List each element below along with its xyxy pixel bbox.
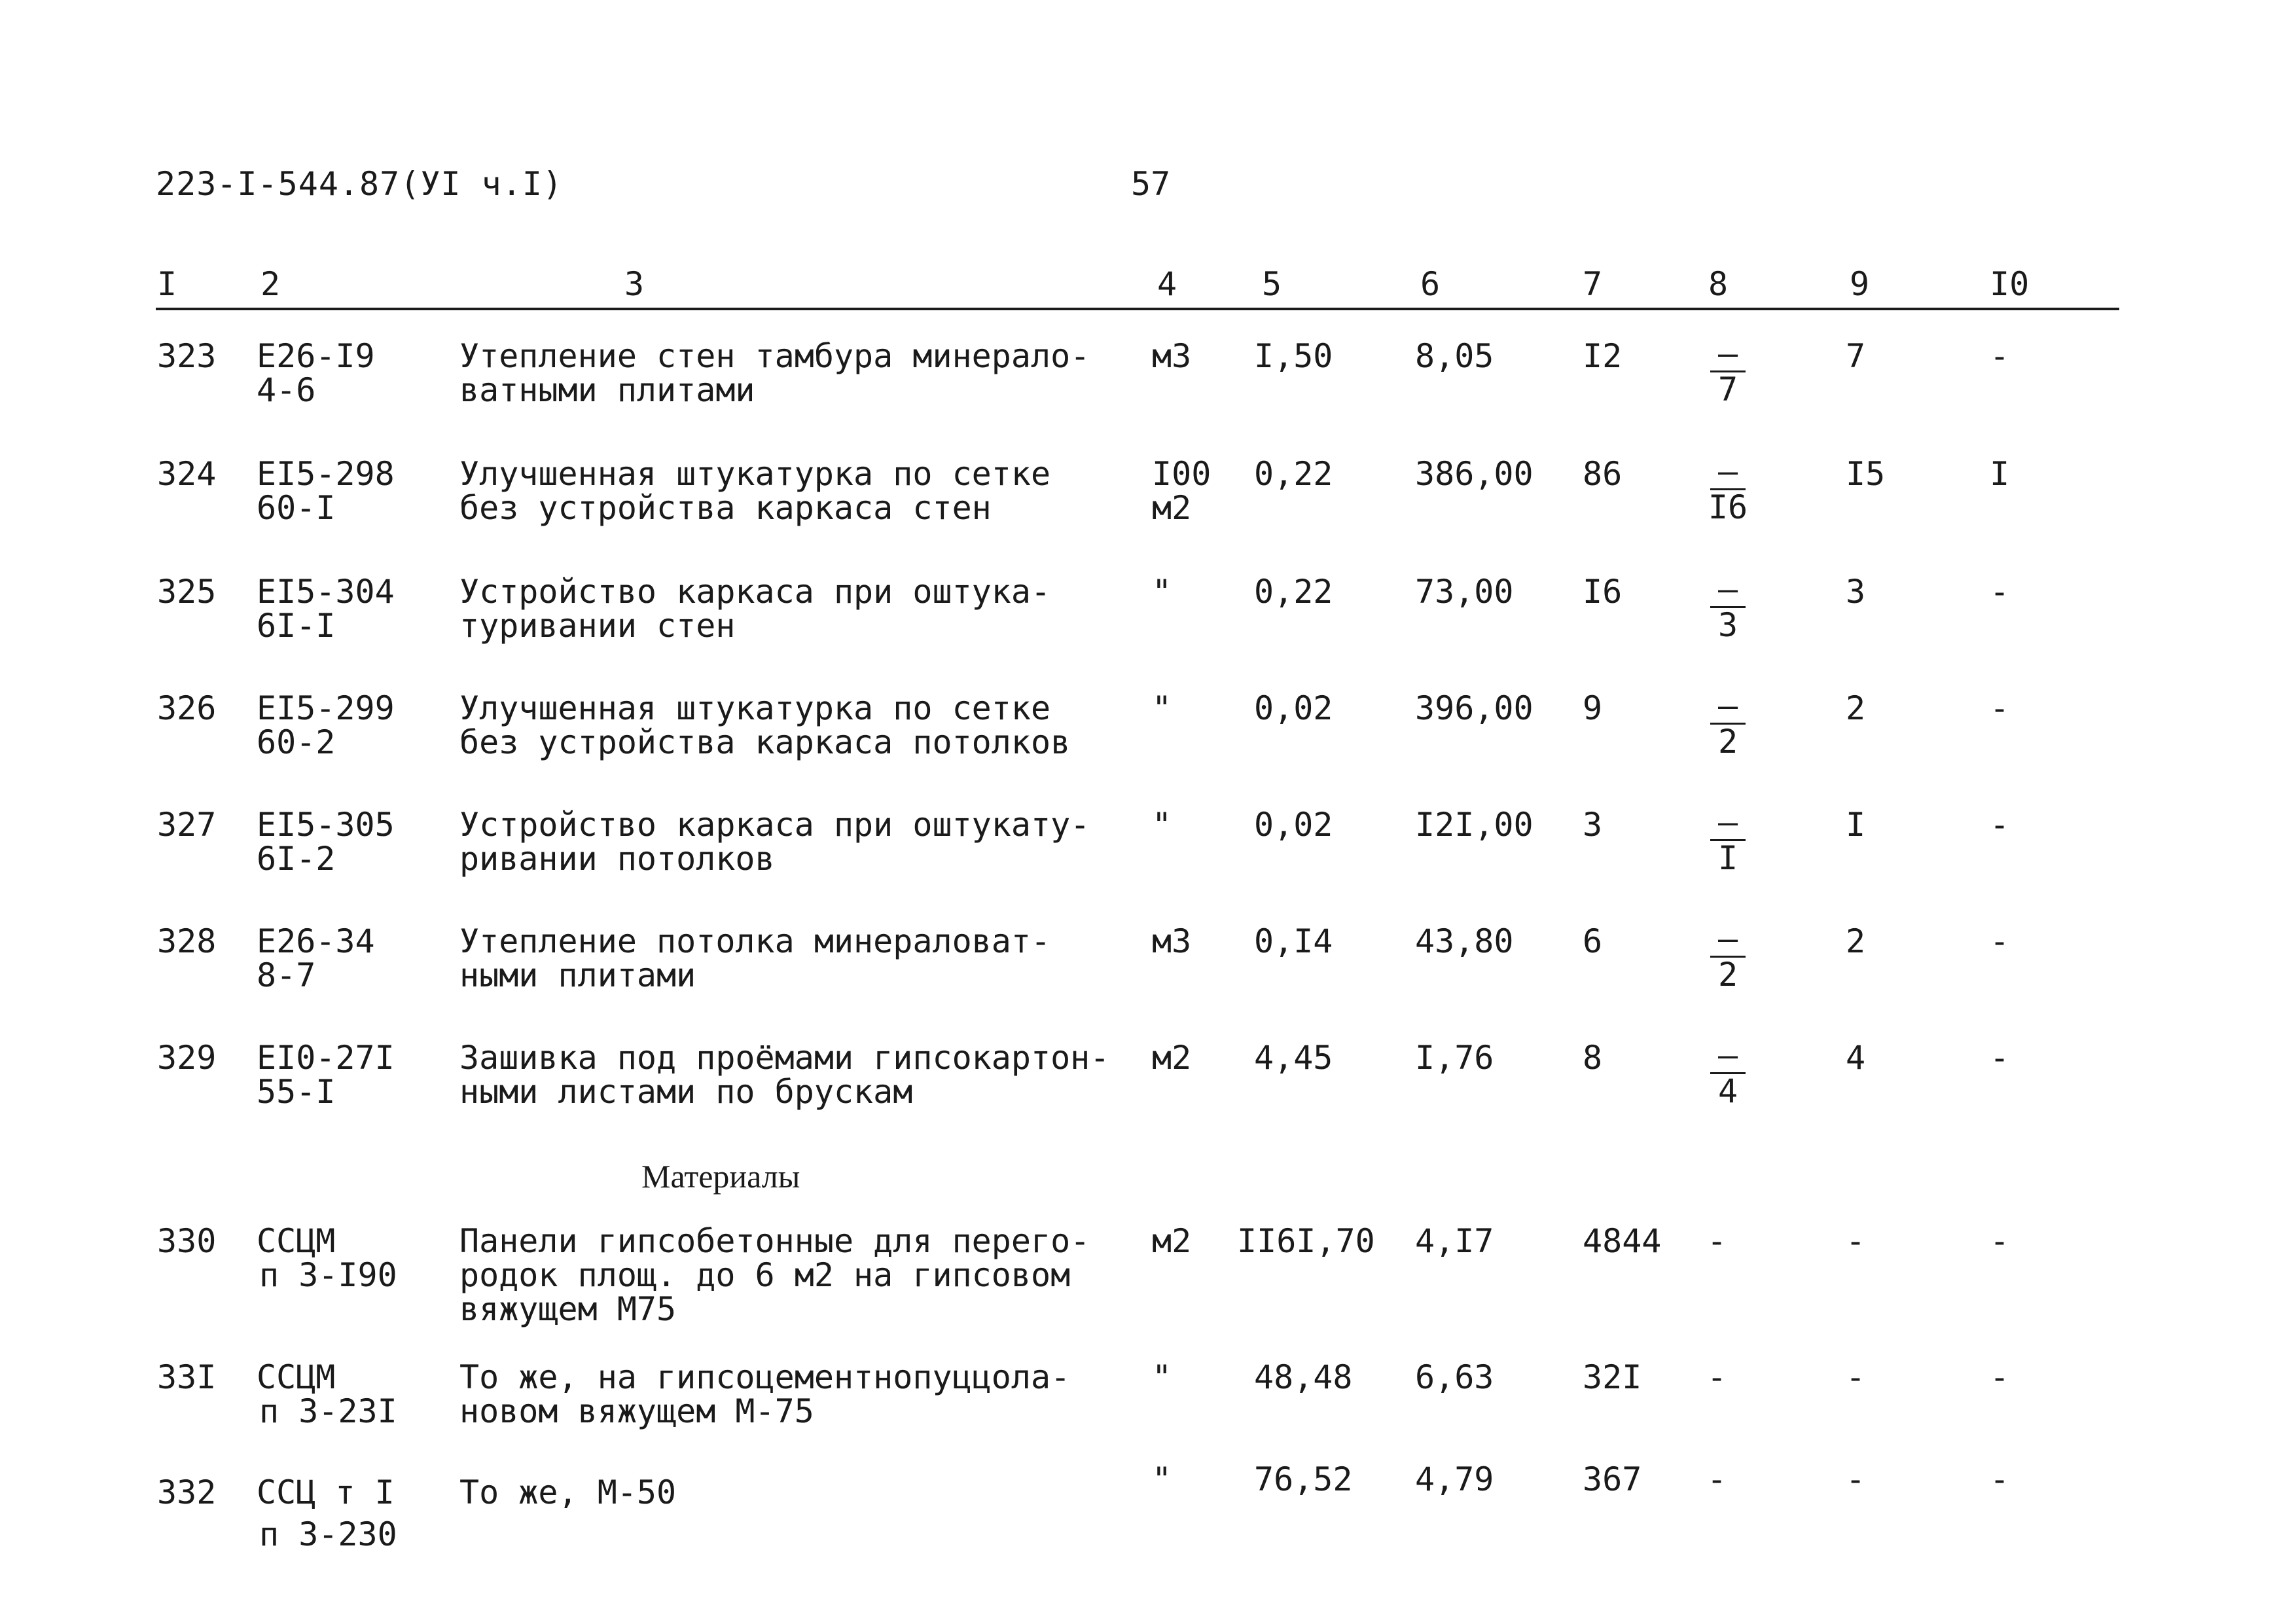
row-code	[257, 575, 395, 643]
row-code-line: 55-I	[257, 1073, 336, 1111]
row-number: 324	[157, 455, 217, 493]
row-unit: м2	[1152, 1222, 1192, 1260]
fraction-numerator: –	[1717, 334, 1738, 372]
row-unit	[1152, 575, 1172, 609]
row-code-line: ССЦ т I	[257, 1473, 395, 1511]
row-unit	[1152, 1041, 1191, 1075]
row-description-line: вяжущем М75	[459, 1290, 677, 1328]
row-number: 328	[157, 922, 217, 960]
row-quantity: I,50	[1254, 337, 1333, 375]
row-unit-price: 73,00	[1415, 573, 1514, 611]
row-description-line: без устройства каркаса потолков	[459, 723, 1071, 761]
fraction-denominator: 2	[1717, 723, 1738, 761]
fraction-numerator: –	[1717, 920, 1738, 958]
row-code-line: ССЦМ	[257, 1222, 336, 1260]
row-code-line: 4-6	[257, 371, 316, 409]
row-unit	[1152, 691, 1172, 725]
row-code-line: 60-2	[257, 723, 336, 761]
row-description-line: Улучшенная штукатурка по сетке	[459, 455, 1051, 493]
row-total: 4844	[1583, 1222, 1662, 1260]
row-description	[459, 1224, 1090, 1326]
row-code	[257, 339, 375, 407]
row-col10: -	[1990, 922, 2010, 960]
row-total: I6	[1583, 573, 1623, 611]
row-total: 3	[1583, 806, 1603, 844]
section-heading-materials: Материалы	[641, 1158, 800, 1195]
row-number: 332	[157, 1473, 217, 1511]
row-unit-price: 8,05	[1415, 337, 1494, 375]
row-description-line: Утепление потолка минераловат-	[459, 922, 1051, 960]
row-col10: -	[1990, 1039, 2010, 1077]
row-unit-line: "	[1152, 806, 1172, 844]
row-unit-price: I,76	[1415, 1039, 1494, 1077]
row-unit-price: 4,I7	[1415, 1222, 1494, 1260]
fraction-numerator: –	[1717, 452, 1738, 490]
row-code-line: E26-I9	[257, 337, 375, 375]
row-code	[257, 1041, 395, 1109]
row-total: I2	[1583, 337, 1623, 375]
row-col8: -	[1707, 1358, 1727, 1396]
row-unit-line: м3	[1152, 922, 1192, 960]
header-rule	[156, 308, 2119, 310]
row-unit-price: 43,80	[1415, 922, 1514, 960]
column-header-10: I0	[1990, 265, 2030, 303]
row-col9: I5	[1846, 455, 1886, 493]
row-col9: 7	[1846, 337, 1866, 375]
fraction-numerator: –	[1717, 687, 1738, 725]
row-code-line: п 3-I90	[259, 1256, 397, 1294]
column-header-8: 8	[1708, 265, 1729, 303]
row-col9: -	[1846, 1460, 1866, 1498]
row-unit-line: I00	[1152, 455, 1211, 493]
fraction-denominator: 7	[1717, 370, 1738, 408]
row-description	[459, 1475, 676, 1509]
row-description-line: Устройство каркаса при оштукату-	[459, 806, 1090, 844]
row-code	[257, 457, 395, 525]
row-quantity: II6I,70	[1237, 1222, 1375, 1260]
row-unit-price: 396,00	[1415, 689, 1534, 727]
column-header-1: I	[157, 265, 177, 303]
row-wage-fraction	[1702, 687, 1754, 761]
row-unit	[1152, 339, 1191, 373]
row-wage-fraction	[1702, 920, 1754, 994]
row-code-line: п 3-23I	[259, 1392, 397, 1430]
row-col9: I	[1846, 806, 1866, 844]
row-description-line: ватными плитами	[459, 371, 755, 409]
row-code-line: EI0-27I	[257, 1039, 395, 1077]
row-unit: "	[1152, 1460, 1172, 1498]
fraction-denominator: 4	[1717, 1072, 1738, 1110]
row-unit-line: м3	[1152, 337, 1192, 375]
row-total: 86	[1583, 455, 1623, 493]
row-col10: -	[1990, 689, 2010, 727]
row-description-line: Утепление стен тамбура минерало-	[459, 337, 1090, 375]
row-code	[257, 808, 395, 876]
row-description-line: новом вяжущем М-75	[459, 1392, 814, 1430]
column-header-7: 7	[1583, 265, 1603, 303]
row-description	[459, 575, 1050, 643]
row-description-line: То же, на гипсоцементнопуццола-	[459, 1358, 1071, 1396]
row-quantity: 48,48	[1254, 1358, 1353, 1396]
row-code-line: EI5-305	[257, 806, 395, 844]
row-description-line: Панели гипсобетонные для перего-	[459, 1222, 1090, 1260]
row-col9: 2	[1846, 922, 1866, 960]
row-description-line: без устройства каркаса стен	[459, 489, 992, 527]
row-unit-line: "	[1152, 689, 1172, 727]
column-header-5: 5	[1262, 265, 1282, 303]
row-total: 367	[1583, 1460, 1642, 1498]
row-col10: -	[1990, 337, 2010, 375]
row-description	[459, 1041, 1109, 1109]
row-code	[257, 1360, 397, 1428]
row-col9: 3	[1846, 573, 1866, 611]
row-unit-line: м2	[1152, 489, 1192, 527]
row-description-line: ными плитами	[459, 956, 696, 994]
column-header-3: 3	[624, 265, 645, 303]
row-code	[257, 1224, 397, 1292]
row-col10: -	[1990, 806, 2010, 844]
row-unit-price: 6,63	[1415, 1358, 1494, 1396]
column-header-4: 4	[1157, 265, 1177, 303]
row-description-line: Улучшенная штукатурка по сетке	[459, 689, 1051, 727]
fraction-denominator: 2	[1717, 956, 1738, 994]
row-wage-fraction	[1702, 1036, 1754, 1110]
row-code	[257, 691, 395, 759]
column-header-6: 6	[1420, 265, 1441, 303]
row-unit	[1152, 457, 1211, 525]
row-description-line: ными листами по брускам	[459, 1073, 913, 1111]
row-total: 9	[1583, 689, 1603, 727]
row-wage-fraction	[1702, 334, 1754, 408]
row-number: 325	[157, 573, 217, 611]
column-headers	[0, 265, 2296, 311]
row-col10: -	[1990, 573, 2010, 611]
row-unit	[1152, 924, 1191, 958]
fraction-numerator: –	[1717, 570, 1738, 608]
document-code: 223-I-544.87(УI ч.I)	[156, 165, 564, 203]
row-description-line: ривании потолков	[459, 840, 775, 878]
row-code-line: EI5-299	[257, 689, 395, 727]
row-code	[257, 1471, 397, 1555]
fraction-numerator: –	[1717, 1036, 1738, 1074]
row-description-line: туривании стен	[459, 607, 736, 645]
row-description-line: То же, М-50	[459, 1473, 677, 1511]
row-description	[459, 339, 1090, 407]
row-description	[459, 808, 1090, 876]
fraction-numerator: –	[1717, 803, 1738, 841]
row-code-line: п 3-230	[259, 1515, 397, 1553]
row-description-line: Зашивка под проёмами гипсокартон-	[459, 1039, 1110, 1077]
row-quantity: 0,I4	[1254, 922, 1333, 960]
row-unit-price: 4,79	[1415, 1460, 1494, 1498]
row-wage-fraction	[1702, 803, 1754, 877]
row-col9: -	[1846, 1222, 1866, 1260]
row-number: 326	[157, 689, 217, 727]
row-description	[459, 924, 1050, 992]
row-number: 330	[157, 1222, 217, 1260]
row-description-line: родок площ. до 6 м2 на гипсовом	[459, 1256, 1071, 1294]
row-code-line: 8-7	[257, 956, 316, 994]
row-total: 32I	[1583, 1358, 1642, 1396]
row-total: 6	[1583, 922, 1603, 960]
row-wage-fraction	[1702, 570, 1754, 644]
row-quantity: 4,45	[1254, 1039, 1333, 1077]
row-unit: "	[1152, 1358, 1172, 1396]
row-quantity: 0,02	[1254, 806, 1333, 844]
row-wage-fraction	[1702, 452, 1754, 526]
fraction-denominator: 3	[1717, 606, 1738, 644]
row-quantity: 0,22	[1254, 455, 1333, 493]
row-number: 33I	[157, 1358, 217, 1396]
row-code-line: 6I-I	[257, 607, 336, 645]
row-code-line: 6I-2	[257, 840, 336, 878]
column-header-2: 2	[260, 265, 281, 303]
row-unit-line: "	[1152, 573, 1172, 611]
row-col10: -	[1990, 1222, 2010, 1260]
row-col8: -	[1707, 1222, 1727, 1260]
page-number: 57	[1131, 165, 1171, 203]
row-col10: I	[1990, 455, 2010, 493]
fraction-denominator: I	[1717, 839, 1738, 877]
row-code-line: ССЦМ	[257, 1358, 336, 1396]
row-col9: 2	[1846, 689, 1866, 727]
row-unit	[1152, 808, 1172, 842]
row-quantity: 0,22	[1254, 573, 1333, 611]
row-number: 329	[157, 1039, 217, 1077]
row-unit-line: м2	[1152, 1039, 1192, 1077]
row-code-line: EI5-298	[257, 455, 395, 493]
fraction-denominator: I6	[1708, 488, 1748, 526]
row-col10: -	[1990, 1460, 2010, 1498]
row-number: 323	[157, 337, 217, 375]
row-col9: 4	[1846, 1039, 1866, 1077]
row-description	[459, 1360, 1070, 1428]
row-unit-price: 386,00	[1415, 455, 1534, 493]
row-code-line: EI5-304	[257, 573, 395, 611]
row-code	[257, 924, 375, 992]
row-quantity: 76,52	[1254, 1460, 1353, 1498]
row-description	[459, 457, 1050, 525]
column-header-9: 9	[1850, 265, 1870, 303]
row-total: 8	[1583, 1039, 1603, 1077]
row-quantity: 0,02	[1254, 689, 1333, 727]
row-number: 327	[157, 806, 217, 844]
row-unit-price: I2I,00	[1415, 806, 1534, 844]
row-col9: -	[1846, 1358, 1866, 1396]
row-code-line: E26-34	[257, 922, 375, 960]
row-col10: -	[1990, 1358, 2010, 1396]
row-col8: -	[1707, 1460, 1727, 1498]
row-code-line: 60-I	[257, 489, 336, 527]
row-description	[459, 691, 1070, 759]
row-description-line: Устройство каркаса при оштука-	[459, 573, 1051, 611]
